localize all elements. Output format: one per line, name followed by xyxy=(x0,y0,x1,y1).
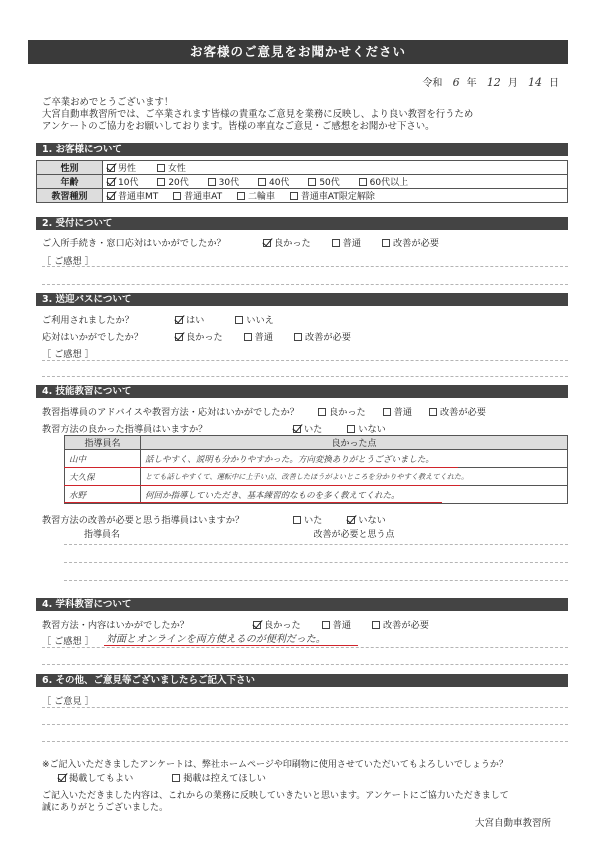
row-age xyxy=(37,175,568,189)
checkbox-icon[interactable] xyxy=(208,178,216,186)
instructor-name-header: 指導員名 xyxy=(65,436,141,450)
comment-line[interactable] xyxy=(42,724,568,725)
bus-service-option[interactable]: 改善が必要 xyxy=(294,329,351,343)
course-option[interactable]: 二輪車 xyxy=(237,189,275,202)
skills-advice-question: 教習指導員のアドバイスや教習方法・応対はいかがでしたか？ xyxy=(42,407,299,418)
publish-option-allow[interactable]: 掲載してもよい xyxy=(58,770,133,784)
checkbox-icon[interactable] xyxy=(372,621,380,629)
section-other-header: 6. その他、ご意見等ございましたらご記入下さい xyxy=(36,674,568,687)
checkbox-icon[interactable] xyxy=(157,178,165,186)
date-day-unit: 日 xyxy=(549,78,559,89)
good-instructor-option[interactable]: いない xyxy=(347,421,386,435)
section-lecture-header: 4. 学科教習について xyxy=(36,598,568,611)
good-point-text[interactable]: 話しやすく、説明も分かりやすかった。方向変換ありがとうございました。 xyxy=(141,450,568,468)
lecture-comment-label: ［ ご感想 ］ xyxy=(42,636,94,647)
comment-line[interactable] xyxy=(42,360,568,361)
instructor-name-header: 指導員名 xyxy=(64,527,140,540)
comment-line[interactable] xyxy=(42,741,568,742)
checkbox-icon[interactable] xyxy=(175,333,183,341)
intro-line: 大宮自動車教習所では、ご卒業されます皆様の貴重なご意見を業務に反映し、より良い教習を行うため xyxy=(42,109,474,120)
entry-line[interactable] xyxy=(64,544,568,545)
entry-line[interactable] xyxy=(64,580,568,581)
table-row xyxy=(65,450,568,468)
checkbox-icon[interactable] xyxy=(244,333,252,341)
checkbox-icon[interactable] xyxy=(107,192,115,200)
good-point-text[interactable]: 何回か指導していただき、基本練習的なものを多く教えてくれた。 xyxy=(141,486,568,504)
date-month[interactable]: 12 xyxy=(486,76,501,89)
gender-option-female[interactable]: 女性 xyxy=(157,161,186,174)
checkbox-icon[interactable] xyxy=(258,178,266,186)
reception-options xyxy=(263,235,457,249)
date-month-unit: 月 xyxy=(507,78,518,89)
underline-mark xyxy=(64,485,460,486)
good-instructor-option[interactable]: いた xyxy=(293,421,322,435)
age-option[interactable]: 40代 xyxy=(258,175,289,188)
closing-line: ご記入いただきました内容は、これからの業務に反映していきたいと思います。アンケートにご協力いただきまして xyxy=(42,791,509,801)
other-comment-label: ［ ご意見 ］ xyxy=(42,696,94,707)
checkbox-icon[interactable] xyxy=(237,192,245,200)
comment-line[interactable] xyxy=(42,707,568,708)
table-row xyxy=(65,468,568,486)
bad-instructor-option[interactable]: いない xyxy=(347,512,386,526)
underline-mark xyxy=(104,645,358,646)
course-options xyxy=(103,189,568,203)
instructor-name[interactable]: 水野 xyxy=(65,486,141,504)
section-reception-header: 2. 受付について xyxy=(36,217,568,230)
checkbox-icon[interactable] xyxy=(107,178,115,186)
course-option[interactable]: 普通車MT xyxy=(107,189,158,202)
section-skills-header: 4. 技能教習について xyxy=(36,385,568,398)
date-era: 令和 xyxy=(422,78,443,89)
skills-advice-options xyxy=(318,404,486,418)
bus-usage-option[interactable]: いいえ xyxy=(235,312,274,326)
date-year[interactable]: 6 xyxy=(452,76,460,89)
age-option[interactable]: 60代以上 xyxy=(359,175,408,188)
section-bus-header: 3. 送迎バスについて xyxy=(36,293,568,306)
good-instructor-table xyxy=(64,435,568,504)
skills-advice-option[interactable]: 良かった xyxy=(318,404,366,418)
intro-text xyxy=(42,97,572,133)
checkbox-icon[interactable] xyxy=(383,408,391,416)
checkbox-icon[interactable] xyxy=(263,239,271,247)
checkbox-icon[interactable] xyxy=(294,333,302,341)
instructor-name[interactable]: 山中 xyxy=(65,450,141,468)
bus-service-option[interactable]: 良かった xyxy=(175,329,223,343)
intro-line: ご卒業おめでとうございます！ xyxy=(42,97,174,108)
bus-service-option[interactable]: 普通 xyxy=(244,329,273,343)
bus-comment-label: ［ ご感想 ］ xyxy=(42,349,94,360)
checkbox-icon[interactable] xyxy=(107,164,115,172)
lecture-options xyxy=(253,617,447,631)
entry-line[interactable] xyxy=(64,562,568,563)
checkbox-icon[interactable] xyxy=(235,316,243,324)
checkbox-icon[interactable] xyxy=(347,425,355,433)
bad-instructor-table xyxy=(64,527,568,540)
checkbox-icon[interactable] xyxy=(322,621,330,629)
bus-usage-options xyxy=(175,312,292,326)
customer-table xyxy=(36,160,568,203)
closing-line: 誠にありがとうございました。 xyxy=(42,803,169,813)
bus-usage-option[interactable]: はい xyxy=(175,312,204,326)
lecture-option[interactable]: 普通 xyxy=(322,617,351,631)
checkbox-icon[interactable] xyxy=(382,239,390,247)
bus-service-question: 応対はいかがでしたか？ xyxy=(42,332,144,343)
date-day[interactable]: 14 xyxy=(528,76,542,89)
course-option[interactable]: 普通車AT xyxy=(173,189,222,202)
company-name: 大宮自動車教習所 xyxy=(474,818,551,829)
course-option[interactable]: 普通車AT限定解除 xyxy=(290,189,375,202)
reception-question: ご入所手続き・窓口応対はいかがでしたか？ xyxy=(42,238,226,249)
checkbox-icon[interactable] xyxy=(347,516,355,524)
form-title: お客様のご意見をお聞かせください xyxy=(28,40,568,64)
lecture-comment-text[interactable]: 対面とオンラインを両方使えるのが便利だった。 xyxy=(106,634,326,645)
skills-advice-option[interactable]: 改善が必要 xyxy=(429,404,486,418)
underline-mark xyxy=(64,502,442,503)
row-course xyxy=(37,189,568,203)
section-customer-header: 1. お客様について xyxy=(36,143,568,156)
comment-line[interactable] xyxy=(42,647,568,648)
good-point-header: 良かった点 xyxy=(141,436,568,450)
checkbox-icon[interactable] xyxy=(359,178,367,186)
publish-option-decline[interactable]: 掲載は控えてほしい xyxy=(172,770,266,784)
instructor-name[interactable]: 大久保 xyxy=(65,468,141,486)
checkbox-icon[interactable] xyxy=(58,774,66,782)
comment-line[interactable] xyxy=(42,376,568,377)
checkbox-icon[interactable] xyxy=(172,774,180,782)
good-instructor-options xyxy=(293,421,404,435)
publish-question: ※ご記入いただきましたアンケートは、弊社ホームページや印刷物に使用させていただいてもよろしいでしょうか？ xyxy=(42,760,508,770)
lecture-option[interactable]: 良かった xyxy=(253,617,301,631)
date-field xyxy=(422,74,559,89)
intro-line: アンケートのご協力をお願いしております。皆様の率直なご意見・ご感想をお聞かせ下さい。 xyxy=(42,121,435,132)
checkbox-icon[interactable] xyxy=(175,316,183,324)
date-year-unit: 年 xyxy=(466,78,477,89)
checkbox-icon[interactable] xyxy=(253,621,261,629)
checkbox-icon[interactable] xyxy=(429,408,437,416)
age-option[interactable]: 10代 xyxy=(107,175,138,188)
checkbox-icon[interactable] xyxy=(318,408,326,416)
age-option[interactable]: 20代 xyxy=(157,175,188,188)
lecture-option[interactable]: 改善が必要 xyxy=(372,617,429,631)
underline-mark xyxy=(64,467,458,468)
bus-service-options xyxy=(175,329,369,343)
gender-options xyxy=(103,161,568,175)
bad-instructor-option[interactable]: いた xyxy=(293,512,322,526)
good-point-text[interactable]: とても話しやすくて、運転中に上手い点、改善したほうがよいところを分かりやすく教えてくれた。 xyxy=(141,468,568,486)
comment-line[interactable] xyxy=(42,284,568,285)
bus-usage-question: ご利用されましたか？ xyxy=(42,315,134,326)
lecture-question: 教習方法・内容はいかがでしたか？ xyxy=(42,620,189,631)
checkbox-icon[interactable] xyxy=(293,516,301,524)
age-options xyxy=(103,175,568,189)
checkbox-icon[interactable] xyxy=(332,239,340,247)
gender-label: 性別 xyxy=(37,161,103,175)
skills-advice-option[interactable]: 普通 xyxy=(383,404,412,418)
checkbox-icon[interactable] xyxy=(157,164,165,172)
checkbox-icon[interactable] xyxy=(293,425,301,433)
reception-option[interactable]: 普通 xyxy=(332,235,361,249)
table-row xyxy=(65,486,568,504)
row-gender xyxy=(37,161,568,175)
comment-line[interactable] xyxy=(42,664,568,665)
age-label: 年齢 xyxy=(37,175,103,189)
checkbox-icon[interactable] xyxy=(308,178,316,186)
reception-option[interactable]: 改善が必要 xyxy=(382,235,439,249)
reception-comment-label: ［ ご感想 ］ xyxy=(42,256,94,267)
closing-text xyxy=(42,790,572,814)
checkbox-icon[interactable] xyxy=(173,192,181,200)
bad-instructor-options xyxy=(293,512,404,526)
checkbox-icon[interactable] xyxy=(290,192,298,200)
age-option[interactable]: 30代 xyxy=(208,175,239,188)
bad-point-header: 改善が必要と思う点 xyxy=(140,527,568,540)
gender-option-male[interactable]: 男性 xyxy=(107,161,136,174)
age-option[interactable]: 50代 xyxy=(308,175,339,188)
comment-line[interactable] xyxy=(42,266,568,267)
bad-instructor-question: 教習方法の改善が必要と思う指導員はいますか？ xyxy=(42,515,245,526)
publish-options xyxy=(58,770,284,784)
course-label: 教習種別 xyxy=(37,189,103,203)
good-instructor-question: 教習方法の良かった指導員はいますか？ xyxy=(42,424,208,435)
reception-option[interactable]: 良かった xyxy=(263,235,311,249)
